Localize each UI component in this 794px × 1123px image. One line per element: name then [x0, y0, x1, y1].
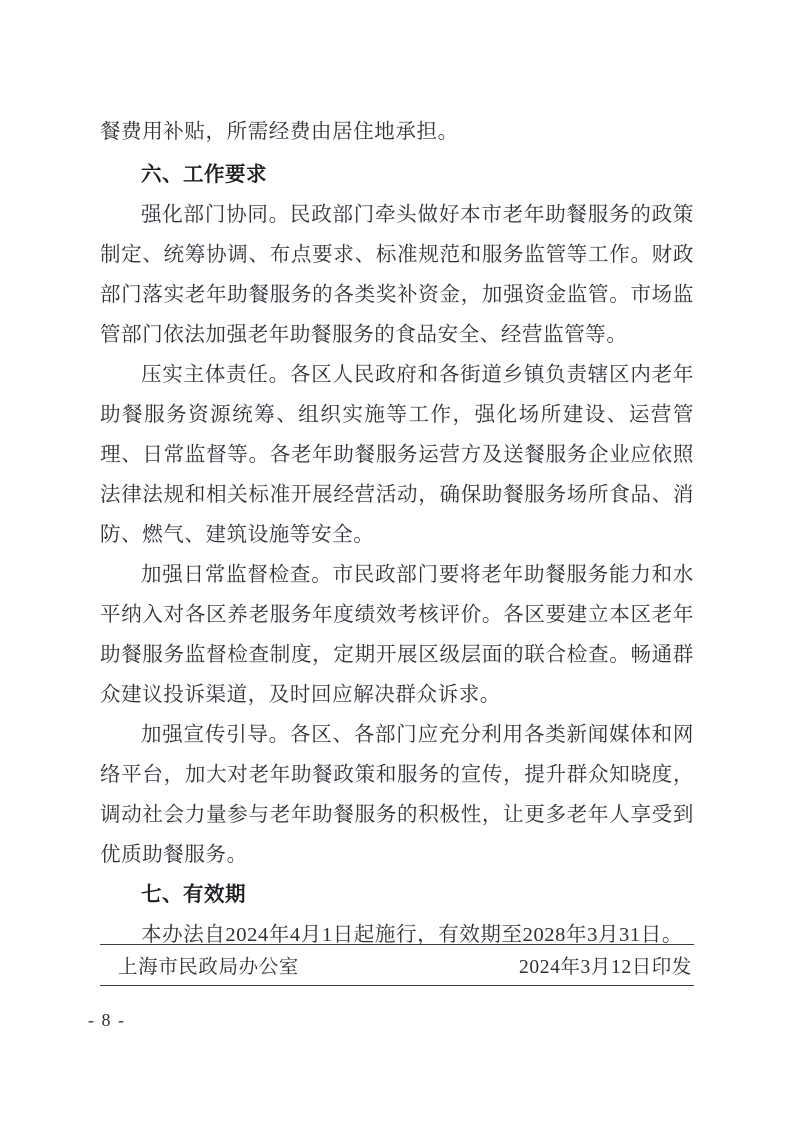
- document-body: [100, 112, 694, 955]
- footer-issuing-office: 上海市民政局办公室: [118, 957, 299, 978]
- footer-row: [100, 945, 694, 985]
- paragraph-validity-period: 本办法自2024年4月1日起施行，有效期至2028年3月31日。: [141, 924, 683, 946]
- paragraph-publicity: 加强宣传引导。各区、各部门应充分利用各类新闻媒体和网络平台，加大对老年助餐政策和服务的宣传，提升群众知晓度，调动社会力量参与老年助餐服务的积极性，让更多老年人享受到优质助餐服务。: [100, 724, 694, 866]
- carryover-paragraph: 餐费用补贴，所需经费由居住地承担。: [100, 121, 459, 143]
- section-heading-seven: 七、有效期: [141, 883, 246, 906]
- paragraph-departmental-coordination: 强化部门协同。民政部门牵头做好本市老年助餐服务的政策制定、统筹协调、布点要求、标准规范和服务监管等工作。财政部门落实老年助餐服务的各类奖补资金，加强资金监管。市场监管部门依法加强老年助餐服务的食品安全、经营监管等。: [100, 204, 694, 346]
- section-heading-six: 六、工作要求: [141, 163, 267, 186]
- footer-issue-date: 2024年3月12日印发: [519, 957, 692, 978]
- paragraph-daily-supervision: 加强日常监督检查。市民政部门要将老年助餐服务能力和水平纳入对各区养老服务年度绩效考核评价。各区要建立本区老年助餐服务监督检查制度，定期开展区级层面的联合检查。畅通群众建议投诉渠道，及时回应解决群众诉求。: [100, 564, 694, 706]
- paragraph-main-responsibility: 压实主体责任。各区人民政府和各街道乡镇负责辖区内老年助餐服务资源统筹、组织实施等工作，强化场所建设、运营管理、日常监督等。各老年助餐服务运营方及送餐服务企业应依照法律法规和相关标准开展经营活动，确保助餐服务场所食品、消防、燃气、建筑设施等安全。: [100, 364, 694, 546]
- footer-rule-bottom: [100, 985, 694, 986]
- page-footer: [100, 944, 694, 986]
- page-number: - 8 -: [88, 1010, 126, 1030]
